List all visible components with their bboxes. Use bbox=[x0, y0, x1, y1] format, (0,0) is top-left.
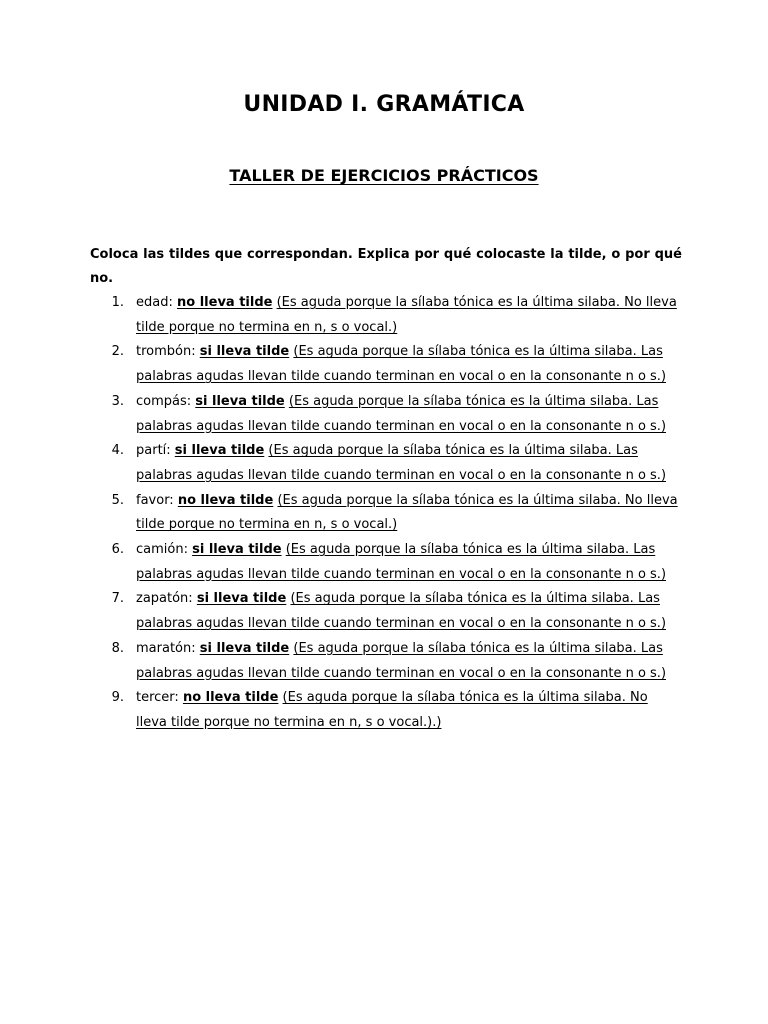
list-item bbox=[90, 538, 682, 587]
item-word: camión: bbox=[136, 542, 188, 558]
item-number: 6. bbox=[111, 542, 124, 558]
item-answer: si lleva tilde bbox=[195, 393, 285, 409]
page-title: UNIDAD I. GRAMÁTICA bbox=[243, 92, 525, 117]
item-explanation: (Es aguda porque la sílaba tónica es la última silaba. Las palabras agudas llevan tilde cuando terminan en vocal o en la consonante n o s.) bbox=[136, 591, 667, 632]
list-item bbox=[90, 686, 682, 735]
item-explanation: (Es aguda porque la sílaba tónica es la última silaba. Las palabras agudas llevan tilde cuando terminan en vocal o en la consonante n o s.) bbox=[136, 443, 667, 483]
item-word: zapatón: bbox=[136, 591, 193, 607]
list-item bbox=[90, 291, 682, 340]
list-item bbox=[90, 489, 682, 538]
item-number: 9. bbox=[111, 690, 124, 706]
page-subtitle bbox=[0, 166, 768, 185]
item-explanation: (Es aguda porque la sílaba tónica es la última silaba. No lleva tilde porque no termina en n, s o vocal.) bbox=[136, 295, 677, 335]
item-word: partí: bbox=[136, 443, 171, 459]
item-word: tercer: bbox=[136, 690, 179, 706]
subtitle-text: TALLER DE EJERCICIOS PRÁCTICOS bbox=[229, 166, 539, 185]
item-explanation: (Es aguda porque la sílaba tónica es la última silaba. Las palabras agudas llevan tilde cuando terminan en vocal o en la consonante n o s.) bbox=[136, 393, 667, 434]
item-number: 3. bbox=[111, 393, 124, 409]
item-answer: no lleva tilde bbox=[177, 492, 274, 508]
item-answer: si lleva tilde bbox=[196, 591, 287, 607]
list-item bbox=[90, 637, 682, 686]
item-word: maratón: bbox=[136, 640, 196, 656]
item-answer: si lleva tilde bbox=[192, 542, 282, 558]
item-number: 2. bbox=[111, 344, 124, 360]
item-answer: no lleva tilde bbox=[177, 295, 273, 310]
item-number: 1. bbox=[111, 295, 124, 310]
exercise-list bbox=[90, 291, 682, 736]
item-word: favor: bbox=[136, 492, 174, 508]
item-answer: si lleva tilde bbox=[199, 640, 290, 656]
list-item bbox=[90, 587, 682, 636]
item-explanation: (Es aguda porque la sílaba tónica es la última silaba. Las palabras agudas llevan tilde cuando terminan en vocal o en la consonante n o s.) bbox=[136, 344, 667, 385]
item-answer: si lleva tilde bbox=[174, 443, 265, 459]
item-explanation: (Es aguda porque la sílaba tónica es la última silaba. No lleva tilde porque no termina en n, s o vocal.).) bbox=[136, 690, 648, 730]
item-word: trombón: bbox=[136, 344, 196, 360]
item-explanation: (Es aguda porque la sílaba tónica es la última silaba. Las palabras agudas llevan tilde cuando terminan en vocal o en la consonante n o s.) bbox=[136, 640, 667, 681]
item-explanation: (Es aguda porque la sílaba tónica es la última silaba. Las palabras agudas llevan tilde cuando terminan en vocal o en la consonante n o s.) bbox=[136, 542, 667, 582]
item-number: 8. bbox=[111, 640, 124, 656]
list-item bbox=[90, 390, 682, 439]
item-answer: si lleva tilde bbox=[199, 344, 290, 360]
list-item bbox=[90, 340, 682, 389]
item-word: edad: bbox=[136, 295, 173, 310]
item-number: 5. bbox=[111, 492, 124, 508]
item-number: 7. bbox=[111, 591, 124, 607]
item-explanation: (Es aguda porque la sílaba tónica es la última silaba. No lleva tilde porque no termina en n, s o vocal.) bbox=[136, 492, 678, 533]
instructions: Coloca las tildes que correspondan. Explica por qué colocaste la tilde, o por qué no. bbox=[90, 247, 682, 286]
item-number: 4. bbox=[111, 443, 124, 459]
item-answer: no lleva tilde bbox=[182, 690, 279, 706]
list-item bbox=[90, 439, 682, 488]
item-word: compás: bbox=[136, 393, 192, 409]
